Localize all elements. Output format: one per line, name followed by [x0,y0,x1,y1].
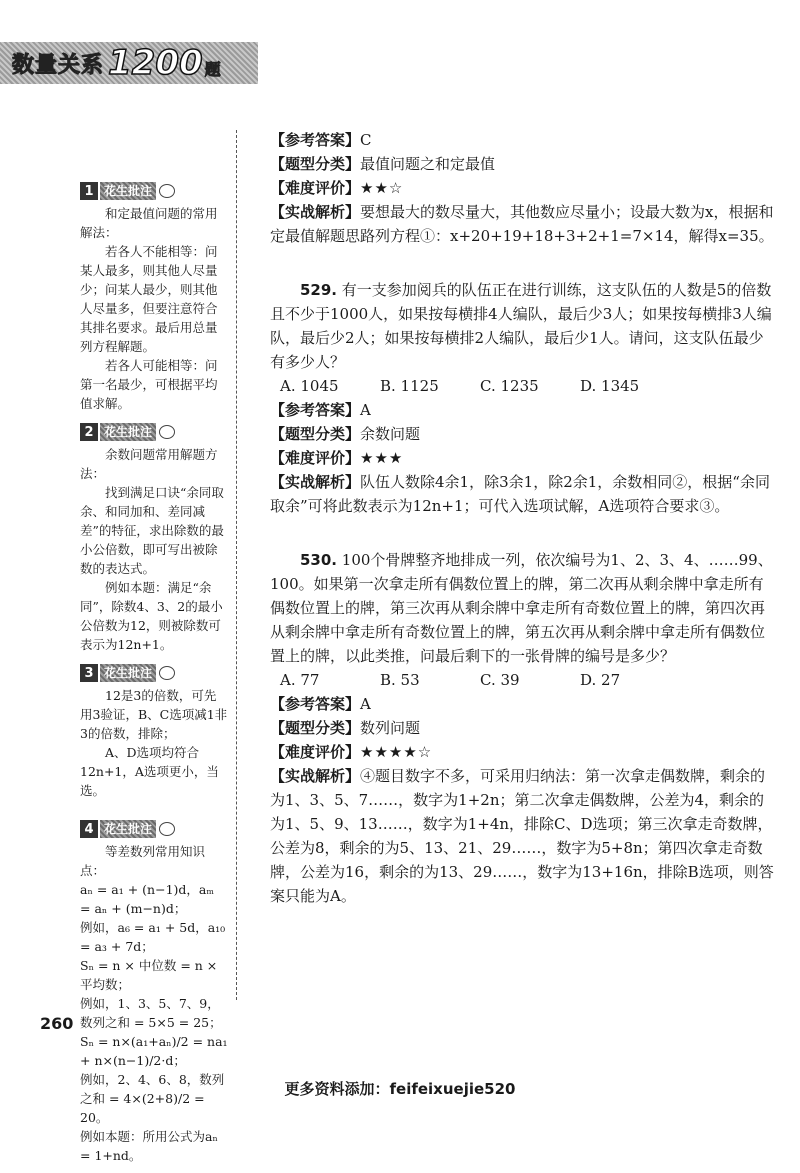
note-line: A、D选项均符合12n+1，A选项更小，当选。 [80,745,219,798]
series-count: 1200 [108,43,203,83]
note-line: 例如，2、4、6、8，数列之和 = 4×(2+8)/2 = 20。 [80,1072,225,1125]
note-line: 余数问题常用解题方法： [80,447,218,481]
difficulty-row: 【难度评价】★★☆ [270,179,404,197]
option-c: C. 1235 [480,377,539,395]
note-3 [80,662,228,800]
note-header [80,818,228,840]
answer-value: A [360,695,371,713]
peanut-icon [159,184,175,198]
category-value: 余数问题 [360,425,421,443]
note-tag: 花生批注 [100,423,156,441]
question-text: 有一支参加阅兵的队伍正在进行训练，这支队伍的人数是5的倍数且不少于1000人，如果按每横排4人编队，最后少3人；如果按每横排3人编队，最后少2人；如果按每横排2人编队，最后少1人。请问，这支队伍最少有多少人？ [270,281,772,371]
question-number: 529. [300,281,338,299]
peanut-icon [159,425,175,439]
difficulty-stars: ★★★★☆ [360,743,433,761]
option-d: D. 1345 [580,377,640,395]
note-line: 例如，a₆ = a₁ + 5d，a₁₀ = a₃ + 7d； [80,920,226,954]
note-line: 12是3的倍数，可先用3验证，B、C选项减1非3的倍数，排除； [80,688,228,741]
options-529 [270,374,774,398]
question-529 [270,278,774,374]
note-tag: 花生批注 [100,820,156,838]
note-line: aₙ = a₁ + (n−1)d，aₘ = aₙ + (m−n)d； [80,882,215,916]
note-line: 例如，1、3、5、7、9，数列之和 = 5×5 = 25； [80,996,222,1030]
option-c: C. 39 [480,671,520,689]
category-value: 数列问题 [360,719,421,737]
category-row: 【题型分类】最值问题之和定最值 [270,155,496,173]
note-number: 2 [80,423,98,441]
header-logo [12,43,221,83]
option-b: B. 53 [380,671,420,689]
category-row: 【题型分类】余数问题 [270,425,421,443]
note-tag: 花生批注 [100,664,156,682]
note-line: 和定最值问题的常用解法： [80,206,218,240]
page-number: 260 [40,1014,74,1033]
analysis-text: 要想最大的数尽量大，其他数应尽量小；设最大数为x，根据和定最值解题思路列方程①：x+20+19+18+3+2+1=7×14，解得x=35。 [270,203,774,245]
note-tag: 花生批注 [100,182,156,200]
note-line: 例如本题：所用公式为aₙ = 1+nd。 [80,1129,218,1163]
question-number: 530. [300,551,338,569]
analysis-text: 队伍人数除4余1，除3余1，除2余1，余数相同②，根据“余同取余”可将此数表示为12n+1；可代入选项试解，A选项符合要求③。 [270,473,770,515]
option-b: B. 1125 [380,377,439,395]
note-header [80,662,228,684]
series-unit: 题 [204,59,221,79]
note-line: 例如本题：满足“余同”，除数4、3、2的最小公倍数为12，则被除数可表示为12n+1。 [80,580,223,652]
option-a: A. 1045 [280,377,339,395]
answer-row: 【参考答案】C [270,131,372,149]
note-1 [80,180,228,413]
difficulty-stars: ★★★ [360,449,404,467]
note-4 [80,818,228,1165]
analysis-row: 【实战解析】要想最大的数尽量大，其他数应尽量小；设最大数为x，根据和定最值解题思路列方程①：x+20+19+18+3+2+1=7×14，解得x=35。 [270,203,774,245]
note-line: 找到满足口诀“余同取余、和同加和、差同减差”的特征，求出除数的最小公倍数，即可写出被除数的表达式。 [80,485,224,576]
sidebar-notes [80,180,228,1173]
category-value: 最值问题之和定最值 [360,155,496,173]
answer-value: C [360,131,372,149]
question-text: 100个骨牌整齐地排成一列，依次编号为1、2、3、4、……99、100。如果第一次拿走所有偶数位置上的牌，第二次再从剩余牌中拿走所有偶数位置上的牌，第三次再从剩余牌中拿走所有奇数位置上的牌，第四次再从剩余牌中拿走所有奇数位置上的牌，第五次再从剩余牌中拿走所有偶数位置上的牌，以此类推，问最后剩下的一张骨牌的编号是多少？ [270,551,773,665]
note-line: 若各人不能相等：问某人最多，则其他人尽量少；问某人最少，则其他人尽量多，但要注意符合其排名要求。最后用总量列方程解题。 [80,244,218,354]
main-column [270,128,774,908]
footer-text: 更多资料添加：feifeixuejie520 [284,1080,516,1098]
difficulty-stars: ★★☆ [360,179,404,197]
series-title: 数量关系 [12,52,105,78]
answer-row: 【参考答案】A [270,695,371,713]
note-2 [80,421,228,654]
analysis-row: 【实战解析】④题目数字不多，可采用归纳法：第一次拿走偶数牌，剩余的为1、3、5、7……，数字为1+2n；第二次拿走偶数牌，公差为4，剩余的为1、5、9、13……，数字为1+4n，排除C、D选项；第三次拿走奇数牌，公差为8，剩余的为5、13、21、29……，数字为5+8n；第四次拿走奇数牌，公差为16，剩余的为13、29……，数字为13+16n，排除B选项，则答案只能为A。 [270,767,774,905]
peanut-icon [159,822,175,836]
peanut-icon [159,666,175,680]
difficulty-row: 【难度评价】★★★★☆ [270,743,433,761]
note-line: 若各人可能相等：问第一名最少，可根据平均值求解。 [80,358,218,411]
category-row: 【题型分类】数列问题 [270,719,421,737]
option-a: A. 77 [280,671,320,689]
note-line: Sₙ = n × 中位数 = n × 平均数； [80,958,218,992]
note-number: 3 [80,664,98,682]
note-number: 1 [80,182,98,200]
note-number: 4 [80,820,98,838]
answer-value: A [360,401,371,419]
note-line: Sₙ = n×(a₁+aₙ)/2 = na₁ + n×(n−1)/2·d； [80,1034,228,1068]
options-530 [270,668,774,692]
note-header [80,180,228,202]
analysis-row: 【实战解析】队伍人数除4余1，除3余1，除2余1，余数相同②，根据“余同取余”可将此数表示为12n+1；可代入选项试解，A选项符合要求③。 [270,473,770,515]
answer-row: 【参考答案】A [270,401,371,419]
option-d: D. 27 [580,671,621,689]
column-divider [236,130,237,1000]
note-line: 等差数列常用知识点： [80,844,206,878]
book-header [0,42,258,84]
difficulty-row: 【难度评价】★★★ [270,449,404,467]
question-530 [270,548,774,668]
analysis-text: ④题目数字不多，可采用归纳法：第一次拿走偶数牌，剩余的为1、3、5、7……，数字为1+2n；第二次拿走偶数牌，公差为4，剩余的为1、5、9、13……，数字为1+4n，排除C、D选项；第三次拿走奇数牌，公差为8，剩余的为5、13、21、29……，数字为5+8n；第四次拿走奇数牌，公差为16，剩余的为13、29……，数字为13+16n，排除B选项，则答案只能为A。 [270,767,774,905]
note-header [80,421,228,443]
